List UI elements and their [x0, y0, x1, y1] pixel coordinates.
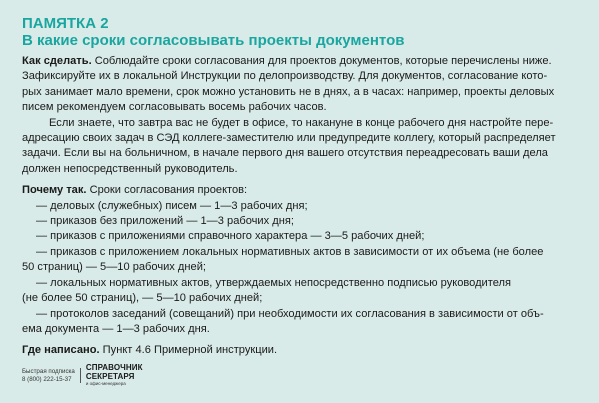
paragraph2-line: задачи. Если вы на больничном, в начале первого дня вашего отсутствия переадресовать ваши дела: [22, 147, 548, 160]
where-line: Где написано. Пункт 4.6 Примерной инструкции.: [22, 344, 278, 357]
brand-logo: [86, 364, 143, 387]
what-to-do-line: Зафиксируйте их в локальной Инструкции по делопроизводству. Для документов, согласование кото-: [22, 70, 548, 83]
list-item-cont: (не более 50 страниц), — 5—10 рабочих дней;: [22, 292, 263, 305]
why-line: Почему так. Сроки согласования проектов:: [22, 184, 248, 197]
what-to-do-line: Как сделать. Соблюдайте сроки согласования для проектов документов, которые перечислены ниже.: [22, 55, 552, 67]
what-to-do-label: Как сделать.: [22, 55, 92, 67]
page-title: ПАМЯТКА 2: [22, 15, 109, 32]
phone-number: 8 (800) 222-15-37: [22, 375, 72, 383]
list-item: — приказов с приложениями справочного характера — 3—5 рабочих дней;: [36, 230, 425, 243]
brand-line1: СПРАВОЧНИК: [85, 363, 143, 372]
list-item: — деловых (служебных) писем — 1—3 рабочих дня;: [36, 199, 308, 212]
list-item: — протоколов заседаний (совещаний) при необходимости их согласования в зависимости от объ-: [36, 307, 544, 320]
what-to-do-line: рых занимает мало времени, срок можно установить не в днях, а в часах: например, проекты деловых: [22, 85, 555, 98]
subscription-info: [22, 368, 81, 383]
footer: [22, 364, 143, 387]
brand-line2: СЕКРЕТАРЯ: [85, 371, 135, 381]
brand-sub: и офис-менеджера: [85, 381, 126, 386]
subscribe-label: Быстрая подписка: [22, 368, 75, 375]
where-label: Где написано.: [22, 344, 100, 357]
list-item: — приказов с приложением локальных нормативных актов в зависимости от их объема (не более: [36, 245, 544, 258]
paragraph2-line: должен непосредственный руководитель.: [22, 162, 238, 175]
memo-body: [22, 54, 587, 359]
paragraph2-line: адресацию своих задач в СЭД коллеге-заместителю или предупредите коллегу, который распределяет: [22, 132, 556, 145]
page-subtitle: В какие сроки согласовывать проекты документов: [22, 32, 405, 49]
list-item-cont: ема документа — 1—3 рабочих дня.: [22, 322, 210, 335]
list-item-cont: 50 страниц) — 5—10 рабочих дней;: [22, 261, 206, 274]
why-label: Почему так.: [22, 184, 87, 197]
list-item: — приказов без приложений — 1—3 рабочих дня;: [36, 215, 294, 228]
what-to-do-line: писем рекомендуем согласовывать восемь рабочих часов.: [22, 101, 327, 114]
paragraph2-line: Если знаете, что завтра вас не будет в офисе, то накануне в конце рабочего дня настройте пере-: [49, 116, 554, 129]
list-item: — локальных нормативных актов, утверждаемых непосредственно подписью руководителя: [36, 276, 511, 289]
